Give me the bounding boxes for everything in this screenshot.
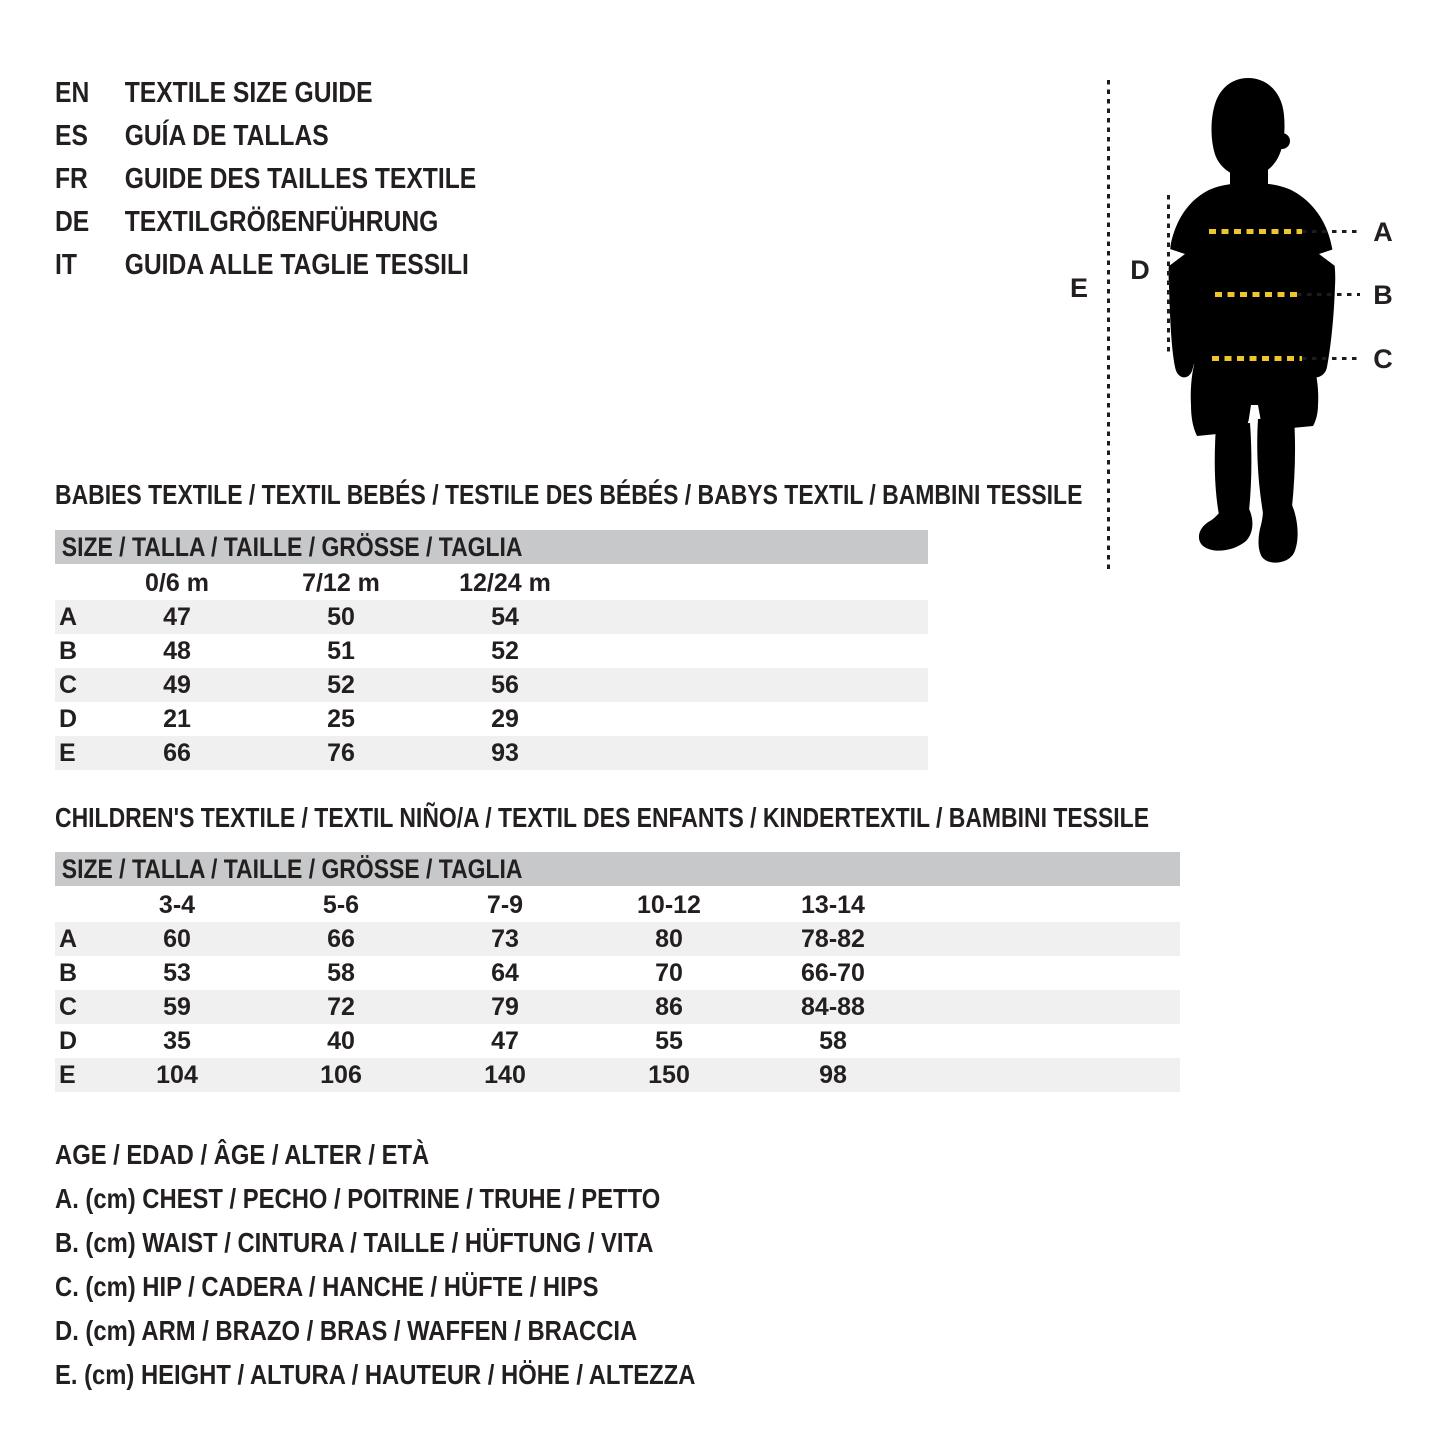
language-code: FR <box>55 163 88 195</box>
children-row-C <box>55 990 1180 1024</box>
row-label: B <box>59 636 78 665</box>
children-col-10-12: 10-12 <box>637 890 701 919</box>
table-cell: 40 <box>327 1026 355 1055</box>
arm-measure-line-D <box>1167 195 1170 352</box>
language-row-en <box>55 72 476 115</box>
figure-label-A: A <box>1373 217 1393 247</box>
children-col-13-14: 13-14 <box>801 890 865 919</box>
language-code: ES <box>55 120 88 152</box>
table-cell: 79 <box>491 992 519 1021</box>
figure-label-D: D <box>1130 255 1150 285</box>
children-column-header-row <box>55 888 1180 922</box>
measurement-figure <box>1040 70 1440 595</box>
babies-column-header-row <box>55 566 928 600</box>
guide-title-es: GUÍA DE TALLAS <box>124 120 329 152</box>
figure-label-B: B <box>1373 280 1393 310</box>
children-row-E <box>55 1058 1180 1092</box>
measurement-legend <box>55 1133 808 1397</box>
table-cell: 52 <box>491 636 519 665</box>
table-cell: 98 <box>819 1060 847 1089</box>
babies-section-title: BABIES TEXTILE / TEXTIL BEBÉS / TESTILE DES BÉBÉS / BABYS TEXTIL / BAMBINI TESSILE <box>55 479 1083 510</box>
children-col-7-9: 7-9 <box>486 890 524 919</box>
language-title-list <box>55 72 551 287</box>
guide-title-it: GUIDA ALLE TAGLIE TESSILI <box>124 249 469 281</box>
table-cell: 86 <box>655 992 683 1021</box>
children-row-B <box>55 956 1180 990</box>
table-cell: 48 <box>163 636 191 665</box>
table-cell: 70 <box>655 958 683 987</box>
children-row-A <box>55 922 1180 956</box>
table-cell: 60 <box>163 924 191 953</box>
language-code: EN <box>55 77 90 109</box>
children-col-5-6: 5-6 <box>322 890 360 919</box>
children-col-3-4: 3-4 <box>158 890 196 919</box>
table-cell: 35 <box>163 1026 191 1055</box>
babies-col-0-6m: 0/6 m <box>145 568 209 597</box>
table-cell: 78-82 <box>801 924 865 953</box>
table-cell: 58 <box>819 1026 847 1055</box>
table-cell: 73 <box>491 924 519 953</box>
table-cell: 49 <box>163 670 191 699</box>
language-code: DE <box>55 206 90 238</box>
babies-row-D <box>55 702 928 736</box>
table-cell: 51 <box>327 636 355 665</box>
table-cell: 47 <box>491 1026 519 1055</box>
children-section-title: CHILDREN'S TEXTILE / TEXTIL NIÑO/A / TEXTIL DES ENFANTS / KINDERTEXTIL / BAMBINI TESSILE <box>55 802 1150 833</box>
figure-label-C: C <box>1373 344 1393 374</box>
child-silhouette-image <box>1155 75 1355 575</box>
table-cell: 25 <box>327 704 355 733</box>
row-label: A <box>59 924 78 953</box>
babies-row-C <box>55 668 928 702</box>
language-row-de <box>55 201 476 244</box>
legend-arm: D. (cm) ARM / BRAZO / BRAS / WAFFEN / BRACCIA <box>55 1315 638 1346</box>
row-label: A <box>59 602 78 631</box>
table-cell: 140 <box>484 1060 526 1089</box>
table-cell: 47 <box>163 602 191 631</box>
row-label: E <box>59 738 76 767</box>
row-label: B <box>59 958 78 987</box>
table-cell: 66-70 <box>801 958 865 987</box>
table-cell: 56 <box>491 670 519 699</box>
children-row-D <box>55 1024 1180 1058</box>
babies-row-B <box>55 634 928 668</box>
table-cell: 72 <box>327 992 355 1021</box>
row-label: C <box>59 670 78 699</box>
children-size-header-bar <box>55 852 1180 886</box>
height-measure-line-E <box>1107 80 1110 573</box>
table-cell: 21 <box>163 704 191 733</box>
size-header-label: SIZE / TALLA / TAILLE / GRÖSSE / TAGLIA <box>61 853 523 884</box>
babies-col-7-12m: 7/12 m <box>302 568 380 597</box>
table-cell: 84-88 <box>801 992 865 1021</box>
table-cell: 50 <box>327 602 355 631</box>
table-cell: 55 <box>655 1026 683 1055</box>
babies-row-E <box>55 736 928 770</box>
legend-chest: A. (cm) CHEST / PECHO / POITRINE / TRUHE / PETTO <box>55 1183 661 1214</box>
legend-age: AGE / EDAD / ÂGE / ALTER / ETÀ <box>55 1139 430 1170</box>
chest-leader-line-A <box>1302 230 1360 233</box>
legend-height: E. (cm) HEIGHT / ALTURA / HAUTEUR / HÖHE / ALTEZZA <box>55 1359 696 1390</box>
table-cell: 66 <box>163 738 191 767</box>
guide-title-fr: GUIDE DES TAILLES TEXTILE <box>124 163 477 195</box>
babies-col-12-24m: 12/24 m <box>459 568 551 597</box>
hip-leader-line-C <box>1302 357 1360 360</box>
chest-measure-dash-A <box>1209 229 1302 234</box>
table-cell: 52 <box>327 670 355 699</box>
table-cell: 58 <box>327 958 355 987</box>
table-cell: 76 <box>327 738 355 767</box>
language-code: IT <box>55 249 77 281</box>
babies-row-A <box>55 600 928 634</box>
table-cell: 59 <box>163 992 191 1021</box>
table-cell: 29 <box>491 704 519 733</box>
table-cell: 80 <box>655 924 683 953</box>
row-label: C <box>59 992 78 1021</box>
row-label: E <box>59 1060 76 1089</box>
language-row-fr <box>55 158 476 201</box>
guide-title-en: TEXTILE SIZE GUIDE <box>124 77 373 109</box>
language-row-it <box>55 244 476 287</box>
table-cell: 53 <box>163 958 191 987</box>
table-cell: 54 <box>491 602 519 631</box>
hip-measure-dash-C <box>1212 356 1302 361</box>
table-cell: 106 <box>320 1060 362 1089</box>
waist-leader-line-B <box>1297 293 1360 296</box>
table-cell: 66 <box>327 924 355 953</box>
size-header-label: SIZE / TALLA / TAILLE / GRÖSSE / TAGLIA <box>61 531 523 562</box>
figure-label-E: E <box>1069 273 1088 303</box>
table-cell: 104 <box>156 1060 198 1089</box>
babies-size-header-bar <box>55 530 928 564</box>
row-label: D <box>59 1026 78 1055</box>
legend-hip: C. (cm) HIP / CADERA / HANCHE / HÜFTE / HIPS <box>55 1271 599 1302</box>
guide-title-de: TEXTILGRÖßENFÜHRUNG <box>124 206 439 238</box>
table-cell: 93 <box>491 738 519 767</box>
language-row-es <box>55 115 476 158</box>
table-cell: 64 <box>491 958 519 987</box>
row-label: D <box>59 704 78 733</box>
legend-waist: B. (cm) WAIST / CINTURA / TAILLE / HÜFTUNG / VITA <box>55 1227 654 1258</box>
table-cell: 150 <box>648 1060 690 1089</box>
waist-measure-dash-B <box>1215 292 1297 297</box>
